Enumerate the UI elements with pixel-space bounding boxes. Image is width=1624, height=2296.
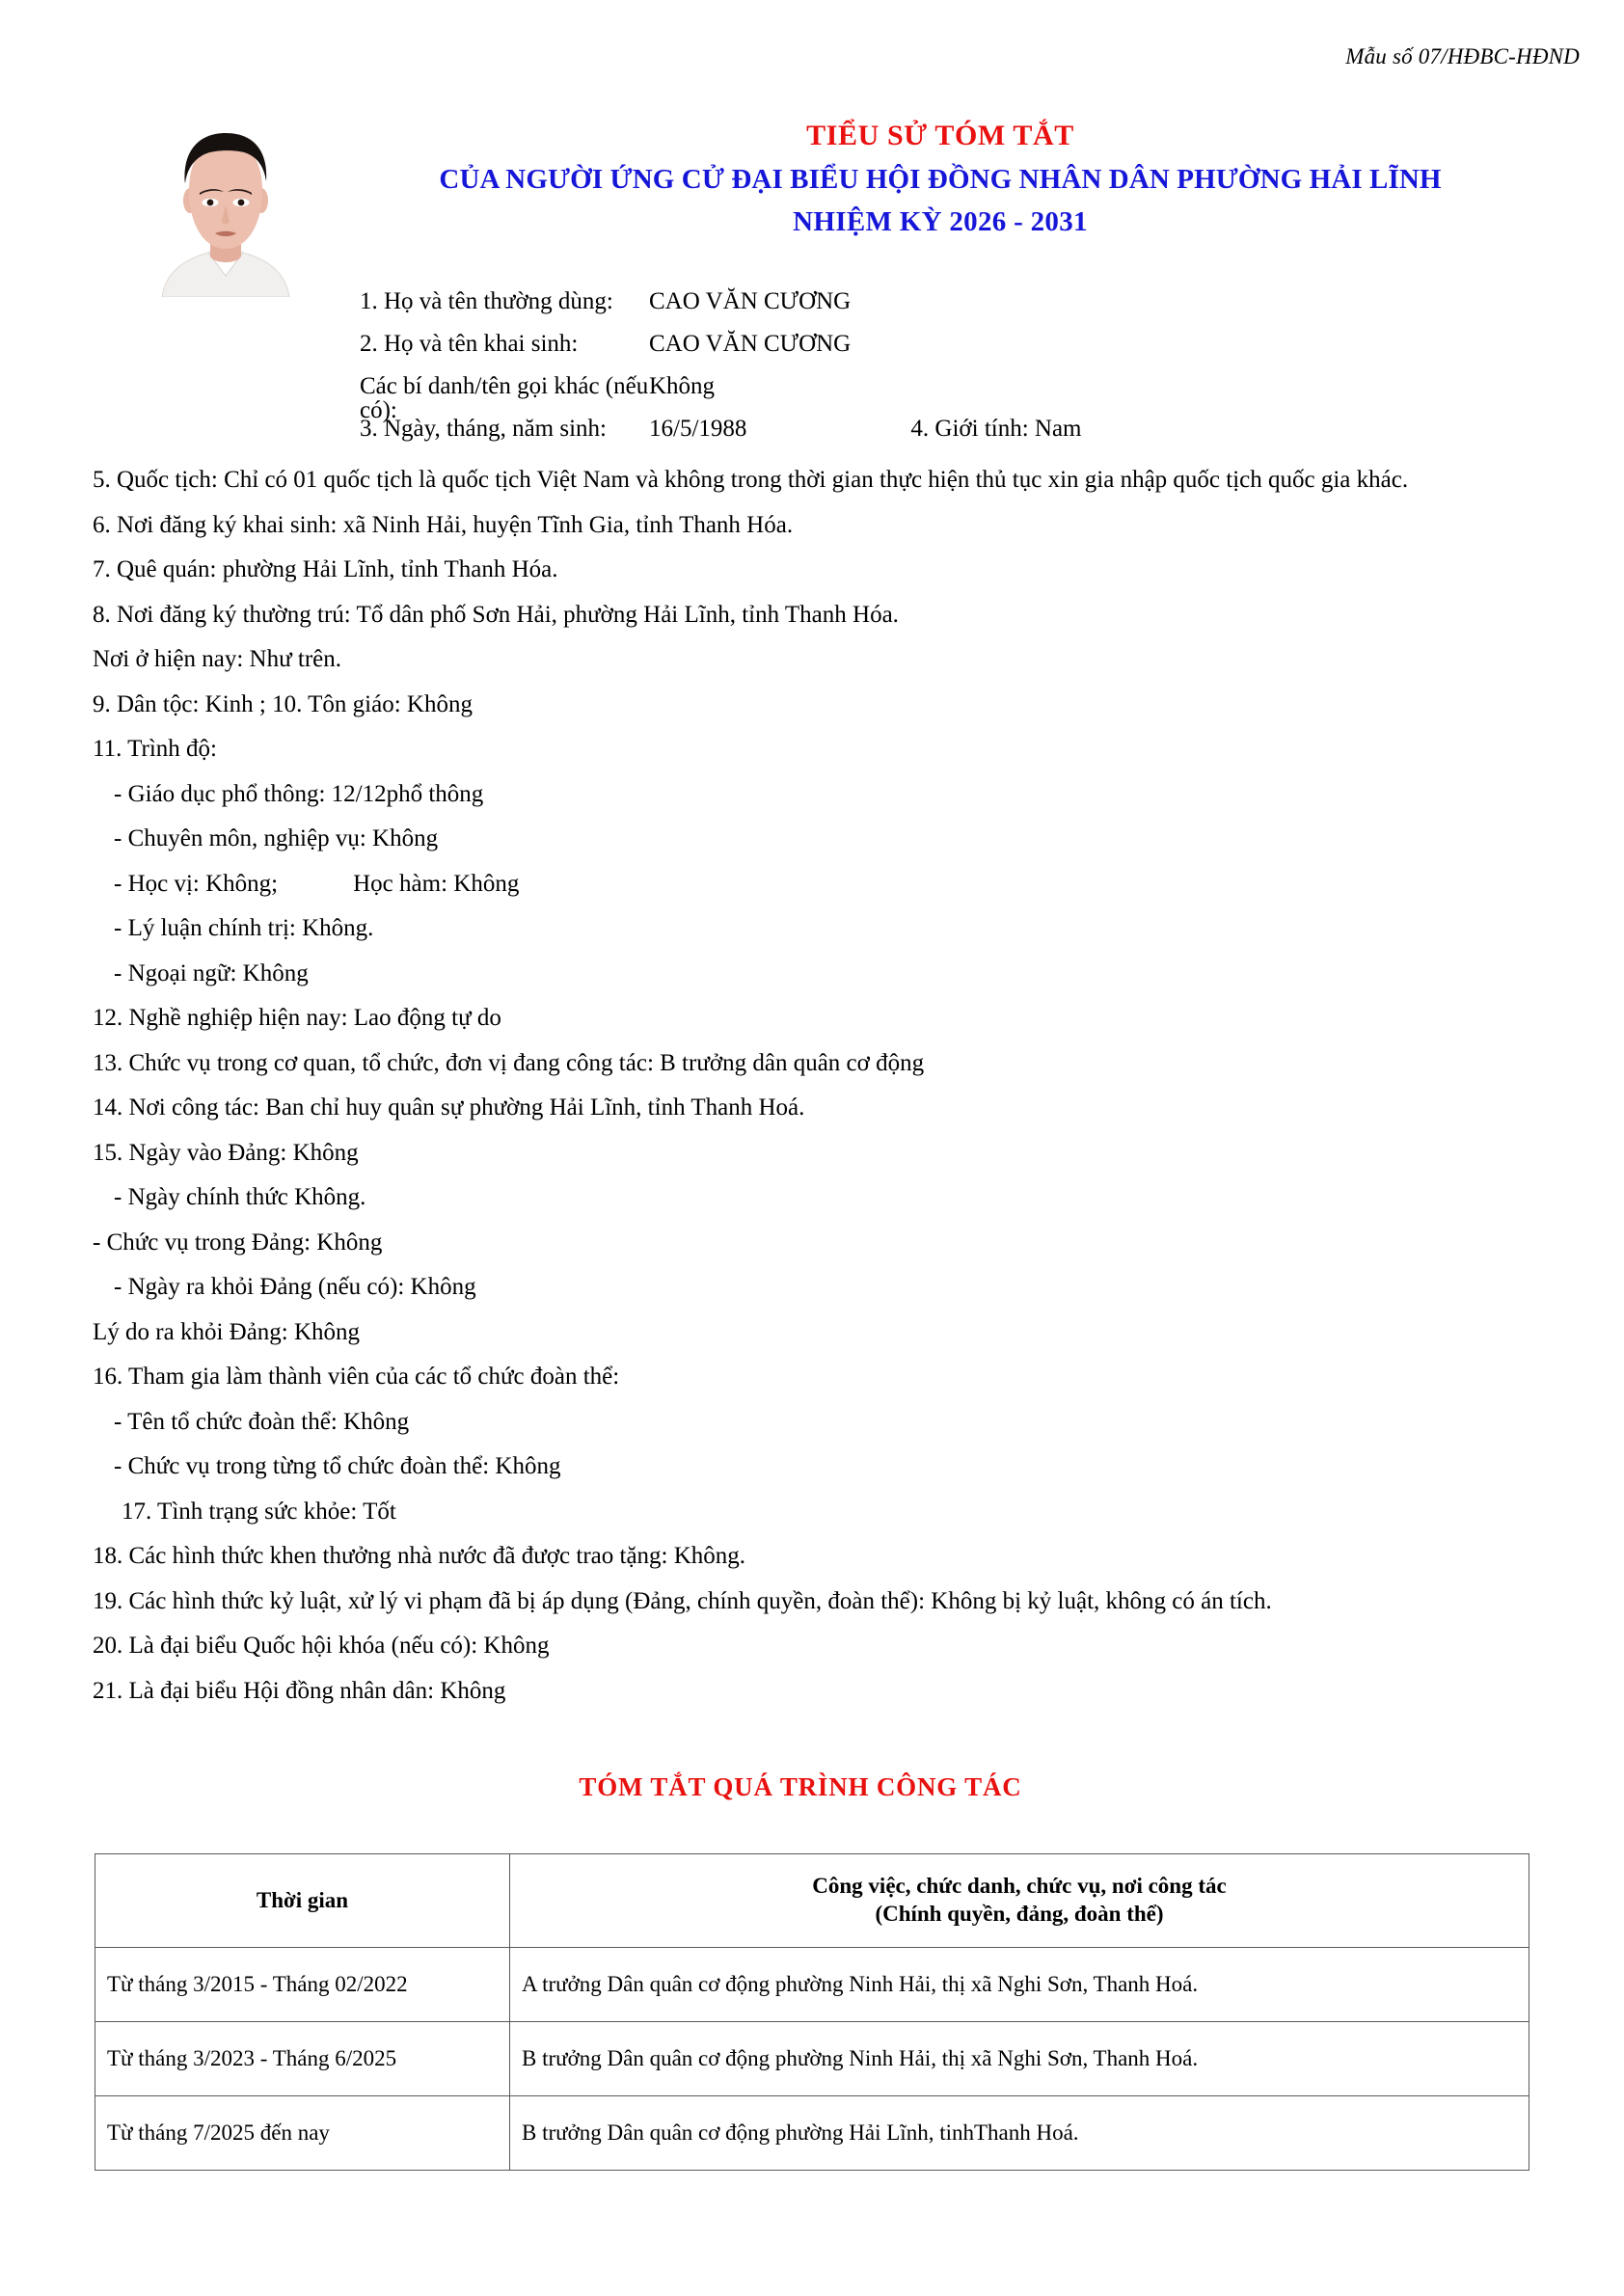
item-9-10-ethnicity-religion: 9. Dân tộc: Kinh ; 10. Tôn giáo: Không — [93, 690, 473, 717]
column-header-time: Thời gian — [95, 1854, 510, 1948]
common-name-label: 1. Họ và tên thường dùng: — [360, 288, 613, 314]
item-14-workplace: 14. Nơi công tác: Ban chỉ huy quân sự phường Hải Lĩnh, tỉnh Thanh Hoá. — [93, 1094, 805, 1121]
item-15d-party-exit-reason: Lý do ra khỏi Đảng: Không — [93, 1318, 361, 1345]
item-5-nationality: 5. Quốc tịch: Chỉ có 01 quốc tịch là quốc tịch Việt Nam và không trong thời gian thực hiện thủ tục xin gia nhập quốc tịch quốc gia khác. — [93, 467, 1409, 493]
table-row — [95, 1948, 1529, 2022]
common-name-value: CAO VĂN CƯƠNG — [649, 288, 852, 314]
item-21-peoples-council: 21. Là đại biểu Hội đồng nhân dân: Không — [93, 1677, 506, 1704]
item-16a-organization-name: - Tên tổ chức đoàn thể: Không — [114, 1408, 410, 1435]
item-11a-general-education: - Giáo dục phổ thông: 12/12phổ thông — [114, 780, 484, 807]
gender-label: 4. Giới tính: Nam — [910, 416, 1082, 442]
item-12-occupation: 12. Nghề nghiệp hiện nay: Lao động tự do — [93, 1005, 501, 1031]
item-7-hometown: 7. Quê quán: phường Hải Lĩnh, tỉnh Thanh Hóa. — [93, 556, 558, 582]
birth-name-label: 2. Họ và tên khai sinh: — [360, 331, 579, 357]
table-row — [95, 2022, 1529, 2096]
identity-row-dob — [360, 417, 1527, 459]
item-15-party-join-date: 15. Ngày vào Đảng: Không — [93, 1139, 359, 1166]
item-17-health: 17. Tình trạng sức khỏe: Tốt — [122, 1498, 396, 1525]
identity-row-birth-name — [360, 332, 1527, 374]
cell-position: A trưởng Dân quân cơ động phường Ninh Hải, thị xã Nghi Sơn, Thanh Hoá. — [510, 1948, 1529, 2022]
identity-row-alias — [360, 373, 1527, 423]
title-block — [318, 118, 1562, 241]
item-13-position: 13. Chức vụ trong cơ quan, tổ chức, đơn vị đang công tác: B trưởng dân quân cơ động — [93, 1049, 925, 1076]
item-19-discipline: 19. Các hình thức kỷ luật, xử lý vi phạm đã bị áp dụng (Đảng, chính quyền, đoàn thể): Không bị kỷ luật, không có án tích. — [93, 1587, 1272, 1614]
identity-block — [360, 289, 1527, 459]
biography-items — [93, 465, 1539, 1720]
item-11b-professional: - Chuyên môn, nghiệp vụ: Không — [114, 825, 439, 851]
degree-label: - Học vị: Không; — [114, 870, 279, 897]
item-11-education: 11. Trình độ: — [93, 736, 217, 762]
item-8-current-residence: Nơi ở hiện nay: Như trên. — [93, 646, 341, 672]
identity-row-common-name — [360, 289, 1527, 332]
birth-name-value: CAO VĂN CƯƠNG — [649, 331, 852, 357]
work-history-table — [95, 1853, 1529, 2171]
item-15c-party-exit-date: - Ngày ra khỏi Đảng (nếu có): Không — [114, 1274, 476, 1300]
page-title: TIỂU SỬ TÓM TẮT — [806, 120, 1074, 151]
academic-title-label: Học hàm: Không — [353, 870, 520, 897]
table-header-row — [95, 1854, 1529, 1948]
candidate-portrait-photo — [131, 108, 320, 297]
alias-label: Các bí danh/tên gọi khác (nếu có): — [360, 373, 649, 423]
item-16b-organization-position: - Chức vụ trong từng tổ chức đoàn thể: Không — [114, 1453, 561, 1479]
item-15a-official-date: - Ngày chính thức Không. — [114, 1184, 366, 1210]
cell-time: Từ tháng 3/2015 - Tháng 02/2022 — [95, 1948, 510, 2022]
item-11c-degree-title — [93, 869, 1539, 900]
dob-value: 16/5/1988 — [649, 416, 747, 442]
dob-label: 3. Ngày, tháng, năm sinh: — [360, 416, 607, 442]
work-history-title: TÓM TẮT QUÁ TRÌNH CÔNG TÁC — [579, 1772, 1022, 1801]
form-code-label: Mẫu số 07/HĐBC-HĐND — [1345, 44, 1580, 68]
item-11d-political-theory: - Lý luận chính trị: Không. — [114, 915, 374, 941]
cell-position: B trưởng Dân quân cơ động phường Ninh Hải, thị xã Nghi Sơn, Thanh Hoá. — [510, 2022, 1529, 2096]
item-15b-party-position: - Chức vụ trong Đảng: Không — [93, 1229, 383, 1256]
cell-time: Từ tháng 7/2025 đến nay — [95, 2096, 510, 2171]
cell-position: B trưởng Dân quân cơ động phường Hải Lĩnh, tinhThanh Hoá. — [510, 2096, 1529, 2171]
item-6-birth-registration: 6. Nơi đăng ký khai sinh: xã Ninh Hải, huyện Tĩnh Gia, tỉnh Thanh Hóa. — [93, 511, 794, 538]
item-11e-foreign-language: - Ngoại ngữ: Không — [114, 959, 309, 986]
page-term: NHIỆM KỲ 2026 - 2031 — [793, 206, 1088, 238]
column-header-position — [510, 1854, 1529, 1948]
item-18-awards: 18. Các hình thức khen thưởng nhà nước đã được trao tặng: Không. — [93, 1543, 746, 1569]
page-subtitle: CỦA NGƯỜI ỨNG CỬ ĐẠI BIỂU HỘI ĐỒNG NHÂN DÂN PHƯỜNG HẢI LĨNH — [439, 163, 1442, 195]
alias-value: Không — [649, 373, 716, 399]
item-16-organizations: 16. Tham gia làm thành viên của các tổ chức đoàn thể: — [93, 1364, 620, 1390]
cell-time: Từ tháng 3/2023 - Tháng 6/2025 — [95, 2022, 510, 2096]
column-header-position-line1: Công việc, chức danh, chức vụ, nơi công tác — [812, 1874, 1227, 1899]
column-header-position-line2: (Chính quyền, đảng, đoàn thể) — [875, 1902, 1164, 1926]
table-row — [95, 2096, 1529, 2171]
item-20-national-assembly: 20. Là đại biểu Quốc hội khóa (nếu có): Không — [93, 1633, 550, 1659]
item-8-permanent-residence: 8. Nơi đăng ký thường trú: Tổ dân phố Sơn Hải, phường Hải Lĩnh, tỉnh Thanh Hóa. — [93, 601, 899, 628]
